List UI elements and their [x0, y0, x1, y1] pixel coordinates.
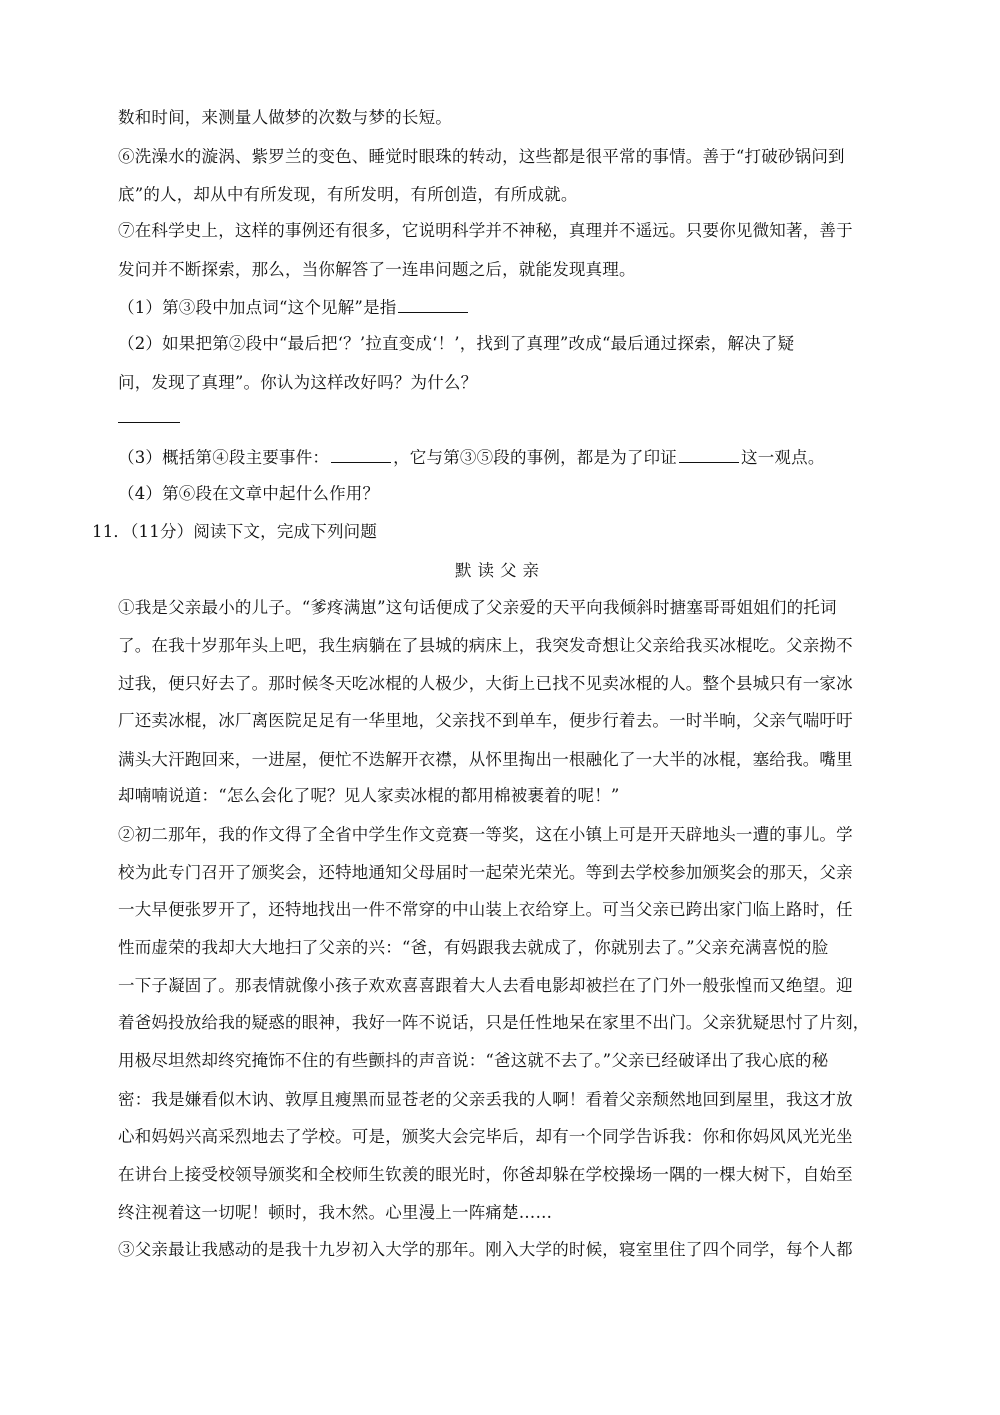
essay-line: 终注视着这一切呢！顿时，我木然。心里漫上一阵痛楚…… [118, 1203, 553, 1222]
question-3-text: 这一观点。 [741, 448, 825, 467]
question-3-text: ，它与第③⑤段的事例，都是为了印证 [393, 448, 678, 467]
essay-line: 了。在我十岁那年头上吧，我生病躺在了县城的病床上，我突发奇想让父亲给我买冰棍吃。父亲拗不 [118, 636, 853, 655]
essay-line: 用极尽坦然却终究掩饰不住的有些颤抖的声音说：“爸这就不去了。”父亲已经破译出了我心底的秘 [118, 1051, 829, 1070]
passage-line: 数和时间，来测量人做梦的次数与梦的长短。 [118, 108, 452, 127]
passage-line: 发问并不断探索，那么，当你解答了一连串问题之后，就能发现真理。 [118, 260, 636, 279]
essay-line: 过我，便只好去了。那时候冬天吃冰棍的人极少，大街上已找不见卖冰棍的人。整个县城只有一家冰 [118, 674, 853, 693]
question-3-text: （3）概括第④段主要事件： [118, 448, 330, 467]
essay-line: 厂还卖冰棍，冰厂离医院足足有一华里地，父亲找不到单车，便步行着去。一时半晌，父亲气喘吁吁 [118, 711, 853, 730]
answer-blank[interactable] [679, 446, 739, 463]
essay-line: ③父亲最让我感动的是我十九岁初入大学的那年。刚入大学的时候，寝室里住了四个同学，每个人都 [118, 1240, 853, 1259]
item-11-heading: 11．（11分）阅读下文，完成下列问题 [92, 522, 378, 541]
essay-line: 一下子凝固了。那表情就像小孩子欢欢喜喜跟着大人去看电影却被拦在了门外一般张惶而又绝望。迎 [118, 976, 853, 995]
passage-line: ⑥洗澡水的漩涡、紫罗兰的变色、睡觉时眼珠的转动，这些都是很平常的事情。善于“打破砂锅问到 [118, 147, 845, 166]
question-2-line2: 问，发现了真理”。你认为这样改好吗？为什么？ [118, 373, 478, 392]
essay-line: 一大早便张罗开了，还特地找出一件不常穿的中山装上衣给穿上。可当父亲已跨出家门临上路时，任 [118, 900, 853, 919]
passage-line: ⑦在科学史上，这样的事例还有很多，它说明科学并不神秘，真理并不遥远。只要你见微知著，善于 [118, 221, 853, 240]
essay-line: ②初二那年，我的作文得了全省中学生作文竞赛一等奖，这在小镇上可是开天辟地头一遭的事儿。学 [118, 825, 853, 844]
essay-line: 在讲台上接受校领导颁奖和全校师生钦羡的眼光时，你爸却躲在学校操场一隅的一棵大树下，自始至 [118, 1165, 853, 1184]
question-3 [118, 446, 908, 469]
answer-blank[interactable] [331, 446, 391, 463]
question-1-text: （1）第③段中加点词“这个见解”是指 [118, 298, 397, 317]
answer-blank[interactable] [118, 422, 180, 423]
answer-blank[interactable] [398, 296, 468, 313]
essay-line: 密：我是嫌看似木讷、敦厚且瘦黑而显苍老的父亲丢我的人啊！看着父亲颓然地回到屋里，我这才放 [118, 1090, 853, 1109]
essay-line: 校为此专门召开了颁奖会，还特地通知父母届时一起荣光荣光。等到去学校参加颁奖会的那天，父亲 [118, 863, 853, 882]
essay-line: 性而虚荣的我却大大地扫了父亲的兴：“爸，有妈跟我去就成了，你就别去了。”父亲充满喜悦的脸 [118, 938, 829, 957]
essay-line: 心和妈妈兴高采烈地去了学校。可是，颁奖大会完毕后，却有一个同学告诉我：你和你妈风风光光坐 [118, 1127, 853, 1146]
essay-title: 默读父亲 [455, 561, 545, 580]
question-2-line1: （2）如果把第②段中“最后把‘？’拉直变成‘！’，找到了真理”改成“最后通过探索，解决了疑 [118, 334, 795, 353]
question-1 [118, 296, 908, 319]
essay-line: 满头大汗跑回来，一进屋，便忙不迭解开衣襟，从怀里掏出一根融化了一大半的冰棍，塞给我。嘴里 [118, 750, 853, 769]
essay-line: 却喃喃说道：“怎么会化了呢？见人家卖冰棍的都用棉被裹着的呢！” [118, 786, 620, 805]
passage-line: 底”的人，却从中有所发现，有所发明，有所创造，有所成就。 [118, 185, 578, 204]
essay-line: 着爸妈投放给我的疑惑的眼神，我好一阵不说话，只是任性地呆在家里不出门。父亲犹疑思忖了片刻， [118, 1013, 870, 1032]
essay-line: ①我是父亲最小的儿子。“爹疼满崽”这句话便成了父亲爱的天平向我倾斜时搪塞哥哥姐姐们的托词 [118, 598, 837, 617]
question-4: （4）第⑥段在文章中起什么作用？ [118, 484, 380, 503]
